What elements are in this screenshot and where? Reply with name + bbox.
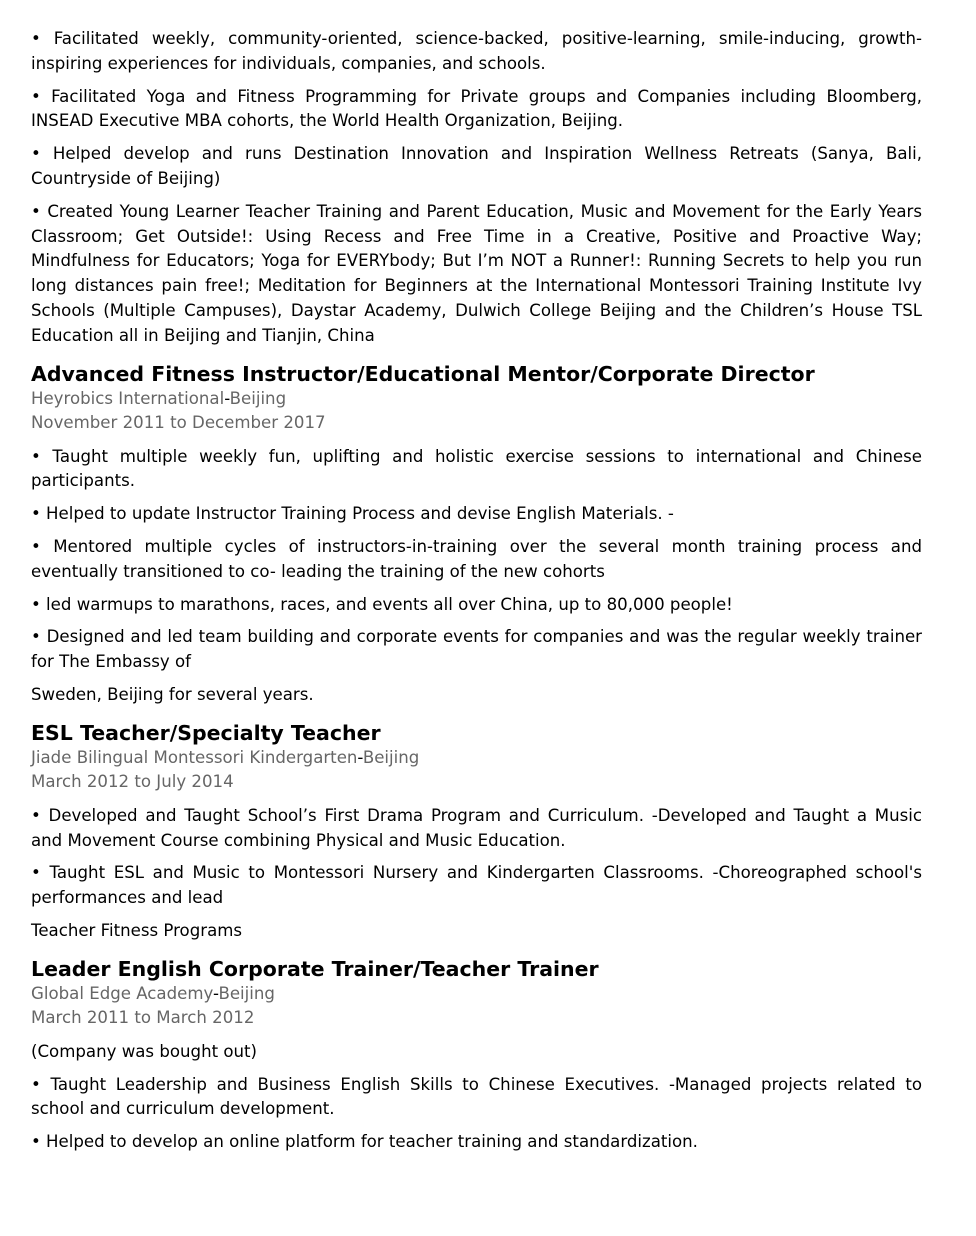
job-title: Leader English Corporate Trainer/Teacher Trainer <box>31 956 599 981</box>
job-dates: March 2012 to July 2014 <box>31 772 234 792</box>
resume-page <box>31 27 922 1163</box>
job-dates: March 2011 to March 2012 <box>31 1008 255 1028</box>
job-location: Beijing <box>229 388 287 408</box>
bullet: (Company was bought out) <box>31 1041 258 1061</box>
job-entry <box>31 956 922 1155</box>
bullet: Sweden, Beijing for several years. <box>31 684 314 704</box>
company-name: Jiade Bilingual Montessori Kindergarten <box>31 747 358 767</box>
bullet: • Designed and led team building and corporate events for companies and was the regular weekly trainer for The Embassy of <box>31 627 922 672</box>
separator: - <box>357 747 363 767</box>
bullet: • Taught Leadership and Business English Skills to Chinese Executives. -Managed projects related to school and curriculum development. <box>31 1074 922 1119</box>
bullet: • Helped to update Instructor Training Process and devise English Materials. - <box>31 504 674 524</box>
bullet: • Developed and Taught School’s First Drama Program and Curriculum. -Developed and Taught a Music and Movement Course combining Physical and Music Education. <box>31 805 922 850</box>
bullet: • Created Young Learner Teacher Training and Parent Education, Music and Movement for the Early Years Classroom; Get Outside!: Using Recess and Free Time in a Creative, Positive and Proactive Way; Mindfulness for Educators; Yoga for EVERYbody; But I’m NOT a Runner!: Running Secrets to help you run long distances pain free!; Meditation for Beginners at the International Montessori Training Institute Ivy Schools (Multiple Campuses), Daystar Academy, Dulwich College Beijing and the Children’s House TSL Education all in Beijing and Tianjin, China <box>31 201 922 345</box>
bullet: • Mentored multiple cycles of instructors-in-training over the several month training process and eventually transitioned to co- leading the training of the new cohorts <box>31 536 922 581</box>
job-dates: November 2011 to December 2017 <box>31 413 326 433</box>
company-name: Heyrobics International <box>31 388 225 408</box>
bullet: Teacher Fitness Programs <box>31 920 243 940</box>
job-entry <box>31 720 922 944</box>
job-company <box>31 387 922 412</box>
job-company <box>31 746 922 771</box>
intro-bullets <box>31 27 922 349</box>
bullet: • Taught multiple weekly fun, uplifting and holistic exercise sessions to international and Chinese participants. <box>31 446 922 491</box>
bullet: • Taught ESL and Music to Montessori Nursery and Kindergarten Classrooms. -Choreographed school's performances and lead <box>31 863 922 908</box>
bullet: • Helped to develop an online platform for teacher training and standardization. <box>31 1132 698 1152</box>
job-company <box>31 982 922 1007</box>
bullet: • Helped develop and runs Destination Innovation and Inspiration Wellness Retreats (Sanya, Bali, Countryside of Beijing) <box>31 144 922 188</box>
bullet: • Facilitated Yoga and Fitness Programming for Private groups and Companies including Bloomberg, INSEAD Executive MBA cohorts, the World Health Organization, Beijing. <box>31 86 922 131</box>
job-title: ESL Teacher/Specialty Teacher <box>31 720 381 745</box>
job-entry <box>31 361 922 708</box>
bullet: • Facilitated weekly, community-oriented, science-backed, positive-learning, smile-inducing, growth-inspiring experiences for individuals, companies, and schools. <box>31 29 922 73</box>
separator: - <box>224 388 230 408</box>
job-location: Beijing <box>362 747 420 767</box>
bullet: • led warmups to marathons, races, and events all over China, up to 80,000 people! <box>31 594 733 614</box>
separator: - <box>213 983 219 1003</box>
job-location: Beijing <box>218 983 275 1003</box>
company-name: Global Edge Academy <box>31 983 214 1003</box>
job-title: Advanced Fitness Instructor/Educational Mentor/Corporate Director <box>31 361 815 386</box>
